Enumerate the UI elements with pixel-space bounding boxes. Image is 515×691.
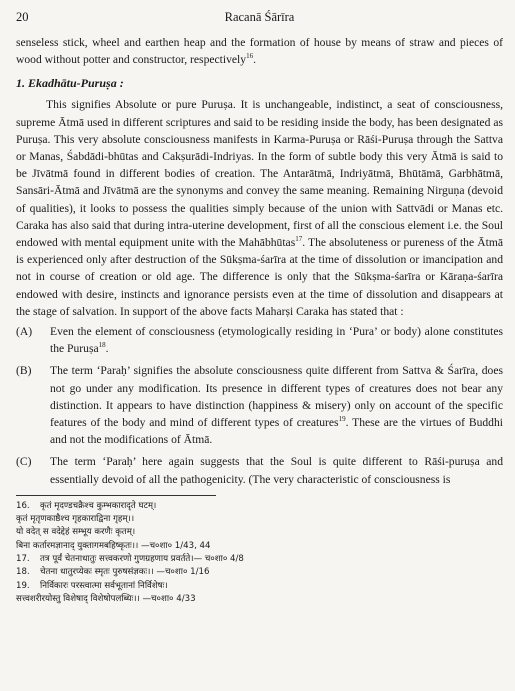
list-item-text: Even the element of consciousness (etymologically residing in ‘Pura’ or body) alone constitutes the Puruṣa$^{18}$.: [50, 325, 503, 356]
list-item-text: The term ‘Paraḥ’ here again suggests that the Soul is quite different to Rāśi-puruṣa and essentially devoid of all the pathogenicity. (The very characteristic of consciousness is: [50, 455, 503, 486]
footnotes: [16, 500, 503, 606]
statement-list: [16, 323, 503, 488]
footnote-ref-19: 19: [338, 415, 346, 424]
footnote-19: 19. निर्विकारः परस्त्वात्मा सर्वभूतानां निर्विशेषः।: [16, 580, 168, 591]
footnote-19-line: सत्त्वशरीरयोस्तु विशेषाद् विशेषोपलब्धिः।। —च०शा० 4/33: [16, 593, 196, 604]
footnote-ref-18: 18: [98, 341, 106, 350]
list-item-label: (A): [16, 325, 33, 339]
list-item: [16, 323, 503, 357]
footnote-16-line: बिना कर्तारमज्ञानाद् युक्तागमबहिष्कृतः।। —च०शा० 1/43, 44: [16, 540, 211, 551]
list-item-text: The term ‘Paraḥ’ signifies the absolute consciousness quite different from Sattva & Śarīra, does not go under any modification. Its presence in different types of creatures does not bear any distinction. It appears to have distinction (happiness & misery) only on account of the specific features of the body and mind of different types of creatures$^{19}$. These are the virtues of Buddhi and not the modifications of Ātmā.: [50, 364, 503, 447]
footnote-16-line: यो वदेत् स वदेद्देहं सम्भूय करणैः कृतम्।: [16, 527, 136, 538]
footnote-ref-16: 16: [246, 52, 254, 61]
footnote-18: 18. चेतना धातुरप्येकः स्मृतः पुरुषसंज्ञकः।। —च०शा० 1/16: [16, 567, 210, 578]
running-head: Racanā Śārīra: [224, 10, 295, 24]
list-item: [16, 362, 503, 448]
page-number: 20: [16, 10, 29, 24]
continuation-text: senseless stick, wheel and earthen heap and the formation of house by means of straw and pieces of wood without potter and constructor, respectively: [16, 36, 503, 67]
footnote-ref-17: 17: [295, 235, 303, 244]
footnote-16: 16. कृतं मृदण्डचक्रैश्च कुम्भकारादृते घटम्।: [16, 500, 157, 511]
list-item: [16, 453, 503, 487]
continuation-paragraph: senseless stick, wheel and earthen heap and the formation of house by means of straw and pieces of wood without potter and constructor, respectively$^{16}$.: [16, 36, 503, 67]
page: [16, 8, 503, 606]
main-paragraph-text: This signifies Absolute or pure Puruṣa. It is unchangeable, indistinct, a seat of consciousness, supreme Ātmā used in different scriptures and said to be residing inside the body, has been designated as Puruṣa. This very absolute consciousness manifests in Karma-Puruṣa or Rāśi-Puruṣa through the Sattva or Manas, Śabdādi-bhūtas and Cakṣurādi-Indriyas. In the form of subtle body this very Ātmā is said to be Jīvātmā found in different bodies of creation. The Antarātmā, Indriyātmā, Bhūtāmā, Garbhātmā, Sansāri-Ātmā and Jīvātmā are the synonyms and convey the same meaning. Remaining Nirguṇa (devoid of qualities), it looks to possess the qualities simply because of the union with Sattvādi or Manas etc. Caraka has also said that during intra-uterine development, first of all the conscious element i.e. the Soul endowed with mental equipment unite with the Mahābhūtas: [16, 98, 503, 250]
footnote-16-line: कृतं मृतृणकाष्ठैश्च गृहकाराद्विना गृहम्।।: [16, 514, 135, 525]
section-title: 1. Ekadhātu-Puruṣa :: [16, 76, 124, 91]
list-item-label: (C): [16, 455, 32, 469]
footnote-17: 17. तत्र पूर्वं चेतनाधातुः सत्त्वकरणो गुणग्रहणाय प्रवर्तते।— च०शा० 4/8: [16, 554, 244, 565]
main-paragraph-text-2: . The absoluteness or pureness of the Ātmā is experienced only after destruction of the Sūkṣma-śarīra at the time of dissolution or imancipation and not in course of creation or old age. The difference is only that the Sūkṣma-śarīra or Kāraṇa-śarīra endowed with desire, instincts and ignorance persists even at the time of dissolution and disappears at the stage of salvation. In support of the above facts Maharṣi Caraka has stated that :: [16, 236, 503, 318]
footnote-divider: [16, 495, 216, 496]
list-item-label: (B): [16, 364, 32, 378]
page-header: [16, 8, 503, 28]
main-paragraph: [16, 96, 503, 320]
